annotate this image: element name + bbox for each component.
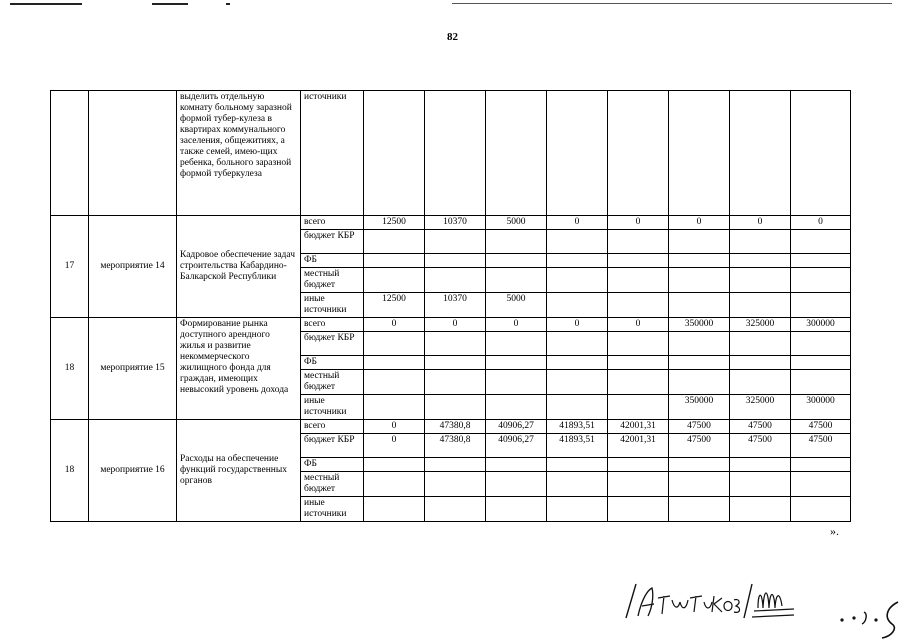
value-cell xyxy=(547,254,608,268)
value-cell xyxy=(730,458,791,472)
value-cell xyxy=(547,91,608,216)
value-cell: 325000 xyxy=(730,318,791,332)
value-cell xyxy=(608,230,669,254)
funding-source-cell: иные источники xyxy=(301,395,364,420)
value-cell xyxy=(547,332,608,356)
funding-source-cell: иные источники xyxy=(301,497,364,522)
value-cell xyxy=(547,458,608,472)
value-cell xyxy=(425,332,486,356)
value-cell xyxy=(364,395,425,420)
row-number-cell xyxy=(51,91,89,216)
value-cell: 0 xyxy=(425,318,486,332)
scan-artifact-line xyxy=(152,3,188,5)
value-cell xyxy=(791,332,851,356)
funding-source-cell: всего xyxy=(301,216,364,230)
value-cell xyxy=(791,293,851,318)
row-number-cell: 18 xyxy=(51,420,89,522)
value-cell: 42001,31 xyxy=(608,420,669,434)
measures-table xyxy=(50,90,851,522)
value-cell xyxy=(486,472,547,497)
value-cell xyxy=(669,497,730,522)
funding-source-cell: ФБ xyxy=(301,254,364,268)
value-cell: 325000 xyxy=(730,395,791,420)
value-cell xyxy=(730,370,791,395)
value-cell: 10370 xyxy=(425,293,486,318)
value-cell xyxy=(608,356,669,370)
funding-source-cell: источники xyxy=(301,91,364,216)
value-cell xyxy=(486,230,547,254)
value-cell: 300000 xyxy=(791,318,851,332)
value-cell: 40906,27 xyxy=(486,434,547,458)
value-cell xyxy=(608,332,669,356)
value-cell: 42001,31 xyxy=(608,434,669,458)
value-cell xyxy=(730,254,791,268)
value-cell: 41893,51 xyxy=(547,420,608,434)
value-cell xyxy=(486,458,547,472)
value-cell xyxy=(486,254,547,268)
value-cell xyxy=(669,230,730,254)
value-cell xyxy=(486,370,547,395)
value-cell: 10370 xyxy=(425,216,486,230)
scan-artifact-line xyxy=(226,3,230,5)
value-cell xyxy=(425,230,486,254)
value-cell xyxy=(364,230,425,254)
funding-source-cell: ФБ xyxy=(301,356,364,370)
funding-source-cell: бюджет КБР xyxy=(301,230,364,254)
value-cell: 0 xyxy=(669,216,730,230)
value-cell: 47380,8 xyxy=(425,420,486,434)
value-cell xyxy=(791,230,851,254)
value-cell xyxy=(486,332,547,356)
value-cell xyxy=(669,356,730,370)
scan-artifact-line xyxy=(10,3,82,5)
value-cell xyxy=(547,497,608,522)
value-cell: 12500 xyxy=(364,216,425,230)
measure-name-cell: мероприятие 16 xyxy=(89,420,177,522)
value-cell xyxy=(547,230,608,254)
value-cell: 47500 xyxy=(791,420,851,434)
value-cell: 5000 xyxy=(486,293,547,318)
value-cell xyxy=(608,497,669,522)
value-cell xyxy=(791,91,851,216)
value-cell xyxy=(608,91,669,216)
handwritten-signature xyxy=(618,578,798,626)
value-cell xyxy=(669,472,730,497)
continuation-row xyxy=(51,91,851,216)
measure-description-cell: выделить отдельную комнату больному заразной формой тубер-кулеза в квартирах коммунального заселения, общежитиях, а также семей, имею-щих ребенка, больного заразной формой туберкулеза xyxy=(177,91,301,216)
value-cell: 0 xyxy=(791,216,851,230)
value-cell xyxy=(730,472,791,497)
value-cell: 12500 xyxy=(364,293,425,318)
value-cell: 0 xyxy=(364,434,425,458)
measure-description-cell: Расходы на обеспечение функций государственных органов xyxy=(177,420,301,522)
value-cell xyxy=(425,395,486,420)
value-cell xyxy=(791,356,851,370)
measure-description-cell: Кадровое обеспечение задач строительства Кабардино-Балкарской Республики xyxy=(177,216,301,318)
value-cell: 47500 xyxy=(791,434,851,458)
value-cell xyxy=(364,268,425,293)
value-cell xyxy=(791,497,851,522)
value-cell: 0 xyxy=(486,318,547,332)
funding-source-cell: ФБ xyxy=(301,458,364,472)
funding-source-cell: всего xyxy=(301,420,364,434)
value-cell xyxy=(791,268,851,293)
funding-source-cell: бюджет КБР xyxy=(301,332,364,356)
table-row xyxy=(51,420,851,434)
value-cell xyxy=(425,356,486,370)
value-cell: 47380,8 xyxy=(425,434,486,458)
value-cell xyxy=(669,332,730,356)
value-cell: 47500 xyxy=(730,420,791,434)
value-cell xyxy=(547,268,608,293)
value-cell xyxy=(547,293,608,318)
value-cell xyxy=(364,254,425,268)
value-cell xyxy=(547,395,608,420)
funding-source-cell: всего xyxy=(301,318,364,332)
scan-artifact-line xyxy=(452,3,892,4)
funding-source-cell: бюджет КБР xyxy=(301,434,364,458)
table-row xyxy=(51,318,851,332)
value-cell xyxy=(364,370,425,395)
value-cell xyxy=(608,395,669,420)
page-number: 82 xyxy=(447,31,458,43)
value-cell: 0 xyxy=(364,420,425,434)
value-cell: 0 xyxy=(547,318,608,332)
value-cell xyxy=(669,458,730,472)
value-cell xyxy=(364,472,425,497)
value-cell: 350000 xyxy=(669,395,730,420)
value-cell xyxy=(425,268,486,293)
value-cell xyxy=(608,370,669,395)
funding-source-cell: местный бюджет xyxy=(301,370,364,395)
value-cell: 41893,51 xyxy=(547,434,608,458)
value-cell xyxy=(608,458,669,472)
row-number-cell: 18 xyxy=(51,318,89,420)
value-cell xyxy=(547,370,608,395)
value-cell xyxy=(425,370,486,395)
value-cell xyxy=(730,356,791,370)
value-cell: 47500 xyxy=(730,434,791,458)
closing-quote-mark: ». xyxy=(830,524,839,538)
value-cell xyxy=(364,458,425,472)
funding-source-cell: иные источники xyxy=(301,293,364,318)
value-cell xyxy=(791,458,851,472)
value-cell xyxy=(730,230,791,254)
measure-name-cell: мероприятие 15 xyxy=(89,318,177,420)
value-cell xyxy=(486,91,547,216)
value-cell xyxy=(730,268,791,293)
value-cell xyxy=(608,293,669,318)
value-cell xyxy=(608,268,669,293)
measure-description-cell: Формирование рынка доступного арендного жилья и развитие некоммерческого жилищного фонда для граждан, имеющих невысокий уровень дохода xyxy=(177,318,301,420)
value-cell xyxy=(425,254,486,268)
value-cell xyxy=(608,254,669,268)
value-cell xyxy=(486,395,547,420)
funding-source-cell: местный бюджет xyxy=(301,472,364,497)
value-cell xyxy=(730,293,791,318)
value-cell xyxy=(791,472,851,497)
value-cell: 0 xyxy=(547,216,608,230)
value-cell: 0 xyxy=(730,216,791,230)
value-cell xyxy=(486,268,547,293)
value-cell: 0 xyxy=(364,318,425,332)
value-cell xyxy=(364,332,425,356)
value-cell xyxy=(669,268,730,293)
value-cell: 300000 xyxy=(791,395,851,420)
value-cell xyxy=(730,91,791,216)
value-cell: 350000 xyxy=(669,318,730,332)
value-cell xyxy=(425,497,486,522)
value-cell xyxy=(791,370,851,395)
value-cell xyxy=(730,497,791,522)
measure-name-cell: мероприятие 14 xyxy=(89,216,177,318)
measure-name-cell xyxy=(89,91,177,216)
value-cell xyxy=(608,472,669,497)
value-cell: 40906,27 xyxy=(486,420,547,434)
value-cell xyxy=(669,370,730,395)
value-cell xyxy=(364,497,425,522)
funding-source-cell: местный бюджет xyxy=(301,268,364,293)
value-cell xyxy=(486,497,547,522)
value-cell xyxy=(425,91,486,216)
value-cell xyxy=(791,254,851,268)
value-cell xyxy=(364,91,425,216)
value-cell xyxy=(669,293,730,318)
value-cell xyxy=(425,472,486,497)
value-cell xyxy=(547,472,608,497)
value-cell: 0 xyxy=(608,318,669,332)
value-cell: 47500 xyxy=(669,420,730,434)
value-cell xyxy=(730,332,791,356)
value-cell xyxy=(669,254,730,268)
value-cell xyxy=(364,356,425,370)
table-row xyxy=(51,216,851,230)
row-number-cell: 17 xyxy=(51,216,89,318)
value-cell xyxy=(547,356,608,370)
value-cell xyxy=(486,356,547,370)
value-cell: 5000 xyxy=(486,216,547,230)
margin-handwritten-mark xyxy=(836,600,902,640)
value-cell: 47500 xyxy=(669,434,730,458)
value-cell xyxy=(669,91,730,216)
value-cell: 0 xyxy=(608,216,669,230)
value-cell xyxy=(425,458,486,472)
